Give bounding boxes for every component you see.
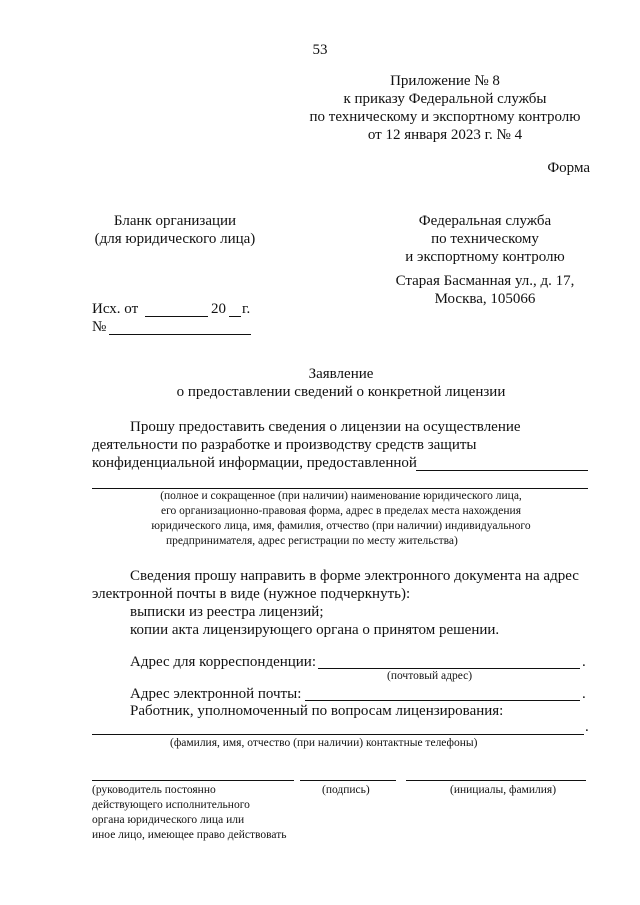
delivery-option-extract: выписки из реестра лицензий; [130, 604, 324, 620]
outgoing-number-line [109, 334, 251, 335]
email-address-line [305, 700, 580, 701]
correspondence-period: . [582, 654, 586, 670]
appendix-line-2: к приказу Федеральной службы [343, 91, 547, 107]
appendix-line-3: по техническому и экспортному контролю [309, 109, 581, 125]
org-hint-line-4: предпринимателя, адрес регистрации по месту жительства) [166, 535, 458, 547]
request-org-line [416, 470, 588, 471]
signature-head-line-4: иное лицо, имеющее право действовать [92, 829, 287, 841]
outgoing-year: 20 [211, 301, 226, 317]
delivery-option-act-copy: копии акта лицензирующего органа о принятом решении. [130, 622, 500, 638]
blank-line-2: (для юридического лица) [94, 231, 256, 247]
signature-sign-line [300, 780, 396, 781]
email-period: . [582, 686, 586, 702]
outgoing-date-line [145, 316, 208, 317]
outgoing-number-sign: № [92, 319, 107, 335]
request-org-line-2 [92, 488, 588, 489]
outgoing-year-line [229, 316, 241, 317]
signature-head-line-2: действующего исполнительного [92, 799, 250, 811]
org-hint-line-1: (полное и сокращенное (при наличии) наименование юридического лица, [160, 490, 522, 502]
signature-head-line [92, 780, 294, 781]
request-line-2: деятельности по разработке и производству средств защиты [92, 437, 477, 453]
addressee-line-1: Федеральная служба [418, 213, 552, 229]
appendix-line-4: от 12 января 2023 г. № 4 [367, 127, 523, 143]
title-line-2: о предоставлении сведений о конкретной лицензии [176, 384, 506, 400]
authorized-period: . [585, 719, 589, 735]
signature-initials-hint: (инициалы, фамилия) [450, 784, 557, 796]
signature-head-line-3: органа юридического лица или [92, 814, 245, 826]
authorized-label: Работник, уполномоченный по вопросам лицензирования: [130, 703, 504, 719]
correspondence-label: Адрес для корреспонденции: [130, 654, 317, 670]
outgoing-year-suffix: г. [242, 301, 251, 317]
signature-sign-hint: (подпись) [322, 784, 370, 796]
outgoing-ref-prefix: Исх. от [92, 301, 139, 317]
correspondence-hint: (почтовый адрес) [387, 670, 473, 682]
addressee-line-4: Старая Басманная ул., д. 17, [395, 273, 575, 289]
title-line-1: Заявление [308, 366, 374, 382]
delivery-line-1: Сведения прошу направить в форме электронного документа на адрес [130, 568, 579, 584]
authorized-hint: (фамилия, имя, отчество (при наличии) контактные телефоны) [170, 737, 478, 749]
authorized-contact-line [92, 734, 584, 735]
form-label: Форма [547, 160, 590, 176]
email-label: Адрес электронной почты: [130, 686, 302, 702]
addressee-line-5: Москва, 105066 [434, 291, 536, 307]
page-number: 53 [312, 42, 328, 58]
org-hint-line-3: юридического лица, имя, фамилия, отчество (при наличии) индивидуального [151, 520, 531, 532]
request-line-1: Прошу предоставить сведения о лицензии на осуществление [130, 419, 521, 435]
appendix-line-1: Приложение № 8 [390, 73, 500, 89]
correspondence-address-line [318, 668, 580, 669]
request-line-3: конфиденциальной информации, предоставленной [92, 455, 417, 471]
addressee-line-3: и экспортному контролю [405, 249, 565, 265]
blank-line-1: Бланк организации [113, 213, 237, 229]
addressee-line-2: по техническому [431, 231, 539, 247]
signature-initials-line [406, 780, 586, 781]
org-hint-line-2: его организационно-правовая форма, адрес в пределах места нахождения [161, 505, 521, 517]
signature-head-line-1: (руководитель постоянно [92, 784, 216, 796]
delivery-line-2: электронной почты в виде (нужное подчеркнуть): [92, 586, 411, 602]
